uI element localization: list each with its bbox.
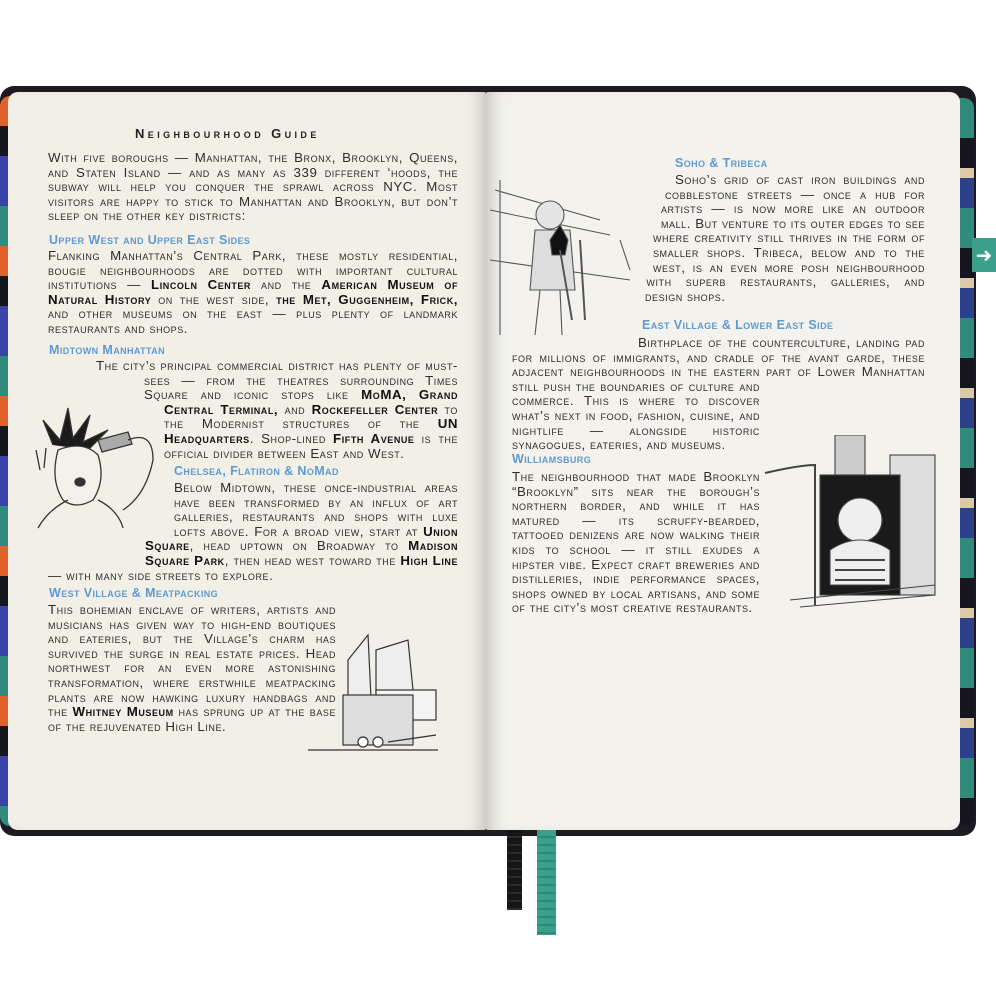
highlighted-place: Fifth Avenue [333,430,415,446]
text-segment: and [278,401,312,417]
text-segment: Soho’s grid of cast iron buildings and cobblestone streets — once a hub for artists — is now more like an outdoor mall. But venture to its outer edges to see where creativity still thrives in the form of smaller shops. Tribeca, below and to the west, is an even more posh neighbourhood with superb restaurants, galleries, and design shops. [645,172,925,304]
highlighted-place: the Met, Guggenheim, Frick, [276,291,459,307]
heading-williamsburg: Williamsburg [512,452,592,466]
heading-midtown: Midtown Manhattan [49,343,166,357]
text-segment: The city’s principal commercial district has plenty of must-sees — from the theatres surrounding Times Square and iconic stops like [96,358,458,403]
intro-paragraph [48,151,458,224]
ribbon-teal [537,830,556,935]
highlighted-place: MoMA, Grand Central Terminal, [164,387,458,417]
text-segment: , then head west toward the [224,552,401,568]
highlighted-place: American Museum of Natural History [48,277,458,307]
text-segment: , head uptown on Broadway to [189,538,409,554]
text-segment: to the Modernist structures of the [164,401,458,432]
whitney-museum-illustration [308,630,438,756]
text-segment: The neighbourhood that made Brooklyn “Brooklyn” sits near the borough’s northern border, and while it has matured — its scruffy-bearded, tattooed denizens are now walking their kids to school — it still exudes a hipster vibe. Expect craft breweries and distilleries, indie performance spaces, shops owned by local artisans, and some of the city’s most creative restaurants. [512,469,760,616]
highlighted-place: UN Headquarters [164,416,458,446]
heading-chelsea: Chelsea, Flatiron & NoMad [174,464,339,478]
text-segment: is the official divider between East and West. [164,430,458,461]
heading-upper-sides: Upper West and Upper East Sides [49,233,251,247]
heading-soho: Soho & Tribeca [675,156,768,170]
cover-pattern-right [958,98,974,826]
heading-west-village: West Village & Meatpacking [49,586,219,600]
paragraph-upper-sides [48,249,458,337]
text-segment: This bohemian enclave of writers, artists and musicians has given way to high-end boutiques and eateries, but the Village’s charm has survived the surge in real estate prices. Head northwest for an even more astonishing transformation, where erstwhile meatpacking plants are now hawking luxury handbags and the [48,602,336,720]
text-segment: Flanking Manhattan’s Central Park, these mostly residential, bougie neighbourhoods are dotted with important cultural institutions — [48,248,458,293]
subway-husky-illustration [490,170,640,340]
paragraph-williamsburg [512,470,760,616]
highlighted-place: Whitney Museum [72,704,174,720]
highlighted-place: Union Square [145,523,458,554]
next-arrow-button[interactable] [972,238,996,272]
highlighted-place: High Line [400,552,458,568]
ribbon-black [507,830,522,910]
williamsburg-mural-illustration [760,435,940,610]
text-segment: Birthplace of the counterculture, landing pad for millions of immigrants, and cradle of the avant garde, these adjacent neighbourhoods in the eastern part of Lower Manhattan still push the boundaries of culture and commerce. This is where to discover what’s next in food, fashion, cuisine, and nightlife — alongside historic synagogues, eateries, and museums. [512,335,925,453]
paragraph-west-village [48,603,336,734]
text-segment: on the west side, [151,291,277,307]
text-segment: . Shop-lined [249,430,334,446]
arrow-right-icon: ➜ [975,243,993,267]
text-segment: — with many side streets to explore. [48,567,274,583]
highlighted-place: Rockefeller Center [311,401,439,417]
highlighted-place: Madison Square Park [145,538,458,568]
text-segment: and the [250,277,322,293]
paragraph-soho [645,173,925,304]
text-segment: With five boroughs — Manhattan, the Bronx, Brooklyn, Queens, and Staten Island — and as many as 339 different ‘hoods, the subway will help you conquer the sprawl across NYC. Most visitors are happy to stick to Manhattan and Brooklyn, but don’t sleep on the other key districts: [48,150,458,224]
statue-of-liberty-selfie-illustration [28,400,158,530]
text-segment: and other museums on the east — plus plenty of landmark restaurants and shops. [48,306,458,336]
highlighted-place: Lincoln Center [151,277,251,293]
heading-east-village: East Village & Lower East Side [642,318,834,332]
text-segment: has sprung up at the base of the rejuvenated High Line. [48,704,336,734]
page-title: Neighbourhood Guide [135,126,320,141]
text-segment: Below Midtown, these once-industrial areas have been transformed by an influx of art galleries, restaurants and shops with luxe lofts above. For a broad view, start at [174,480,458,539]
soho-text [645,172,925,304]
